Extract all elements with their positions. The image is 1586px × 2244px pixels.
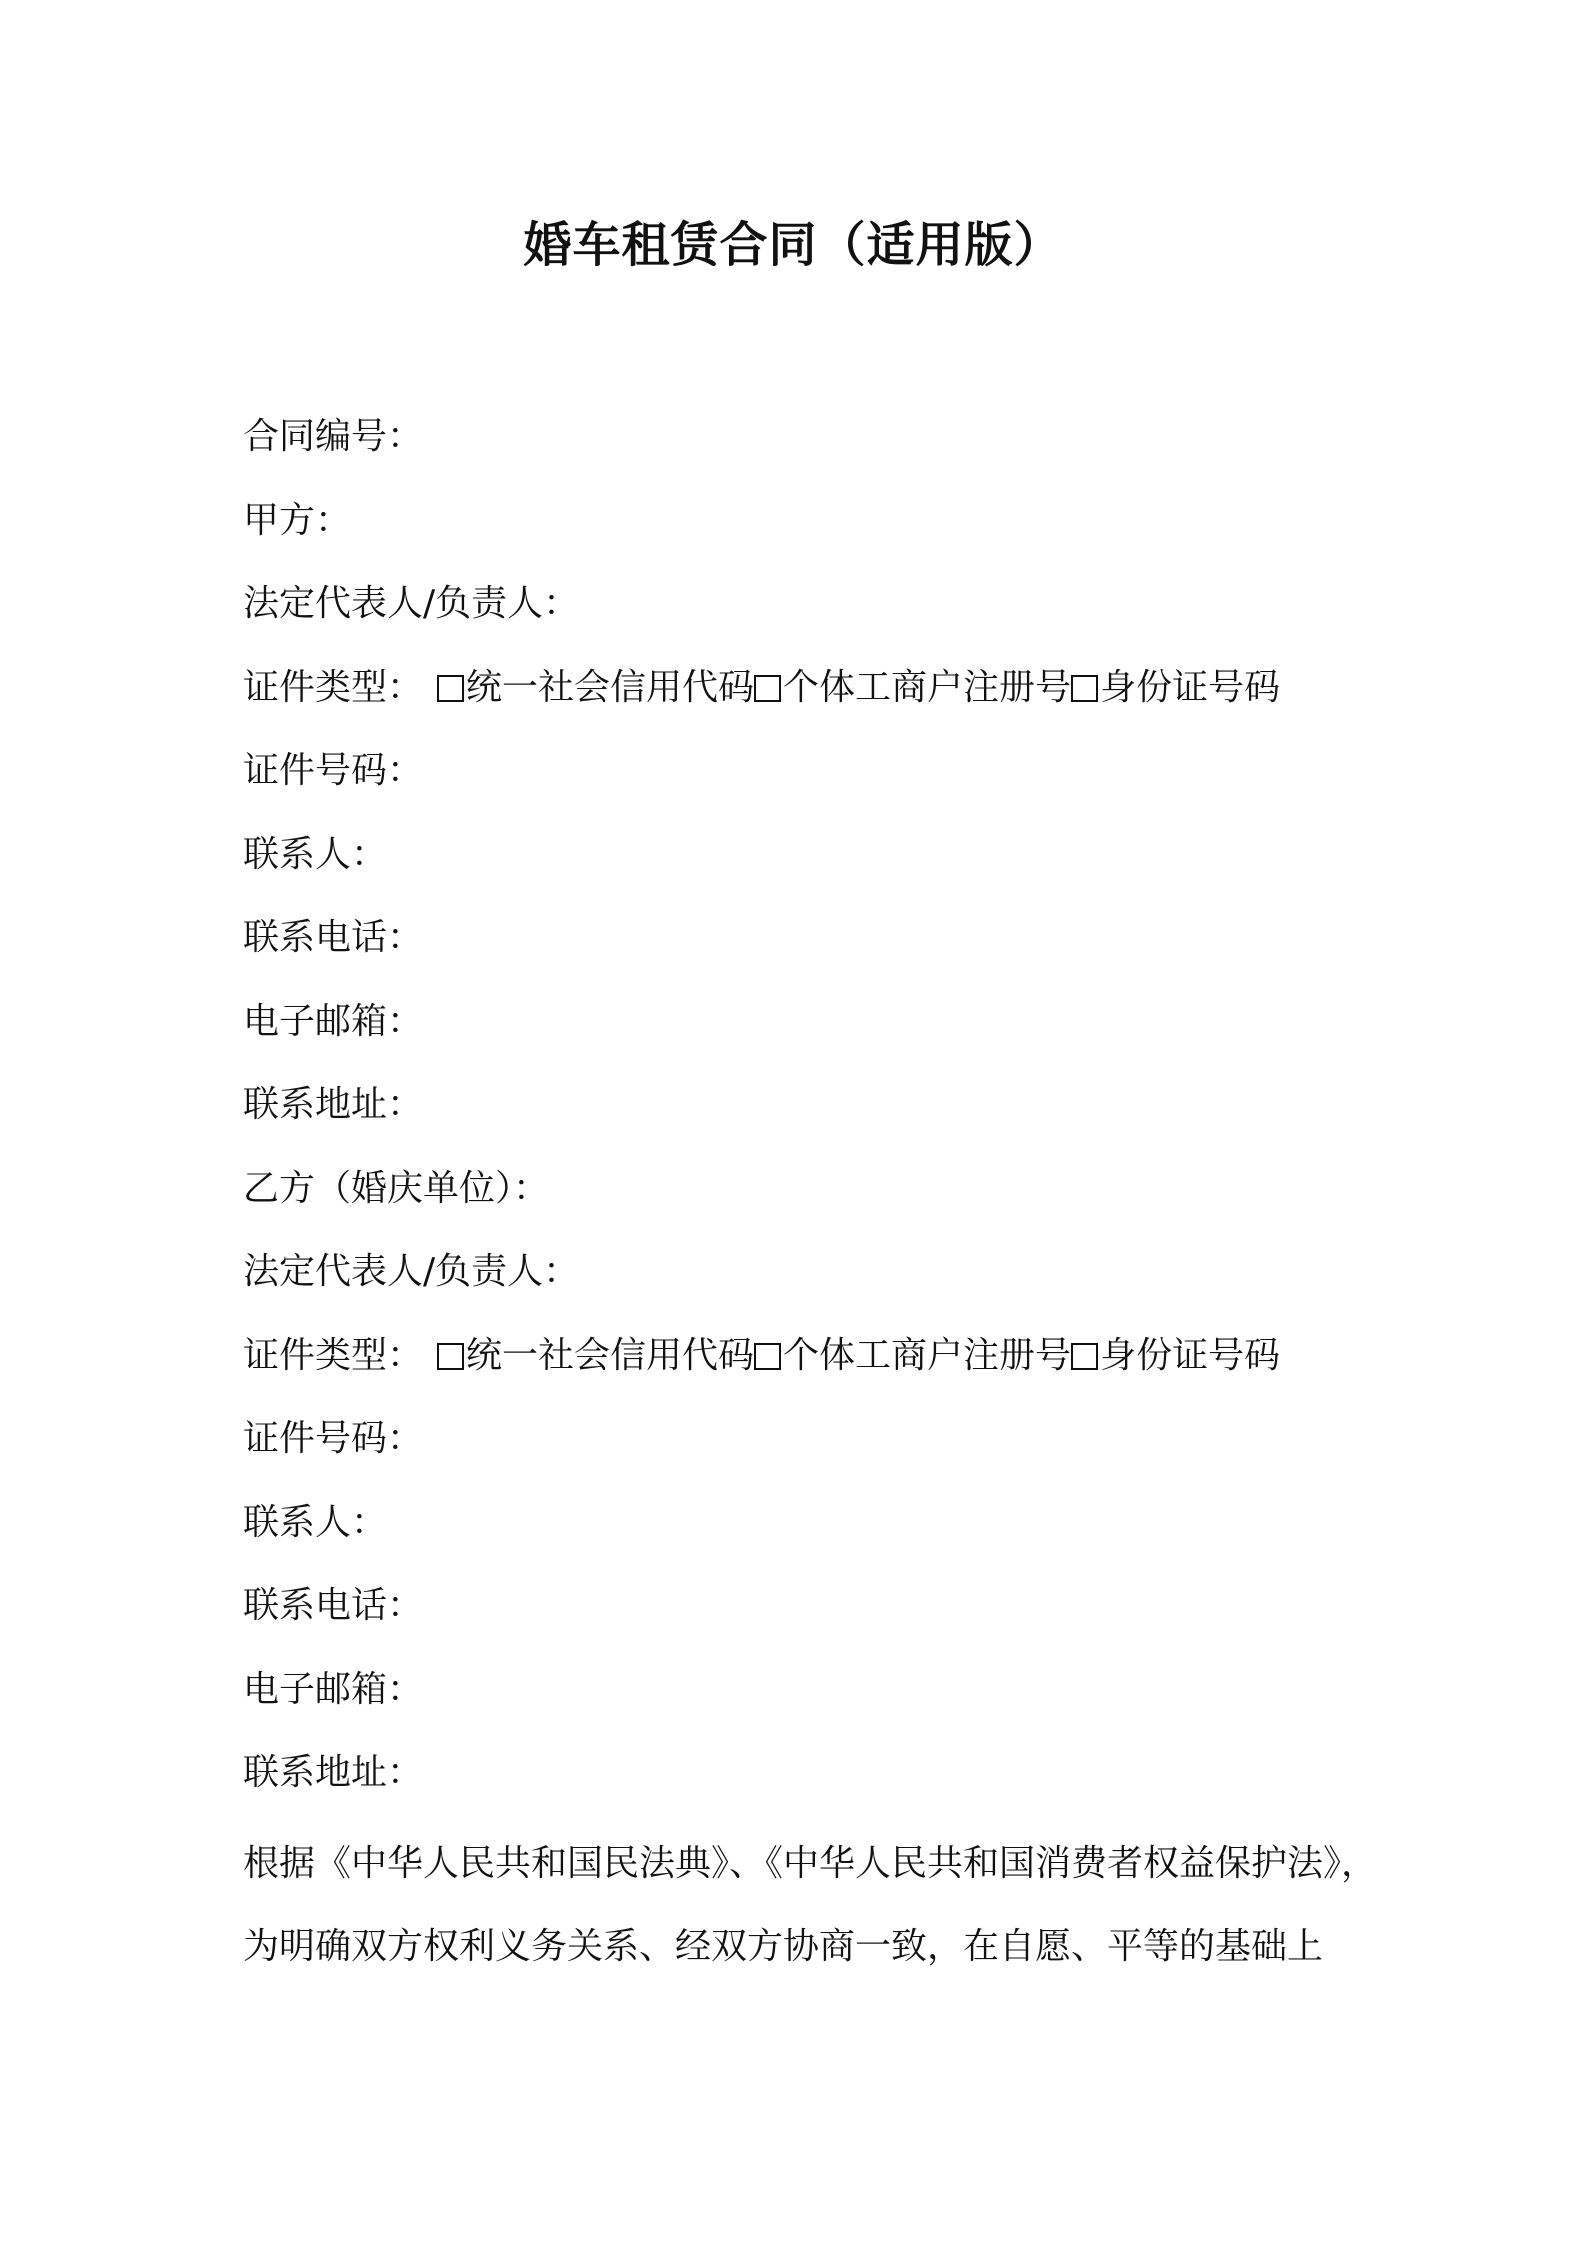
field-party-b-id-number — [243, 1404, 1403, 1488]
field-colon: ： — [351, 1501, 388, 1543]
option-business-registration[interactable] — [754, 1335, 1071, 1376]
field-party-a-legal-representative — [243, 569, 1403, 653]
checkbox-icon[interactable] — [437, 675, 464, 702]
field-label: 合同编号 — [243, 416, 388, 457]
field-party-b-phone — [243, 1571, 1403, 1655]
field-colon: ： — [387, 1585, 424, 1626]
field-colon: ： — [387, 1418, 424, 1459]
contract-fields — [243, 402, 1403, 1989]
field-party-a-contact — [243, 820, 1403, 904]
field-colon: ： — [387, 1752, 424, 1793]
field-colon: ： — [513, 1167, 550, 1209]
field-colon: ： — [315, 499, 352, 541]
field-contract-number — [243, 402, 1403, 486]
field-party-b-id-type — [243, 1321, 1403, 1405]
field-label: 甲方 — [243, 499, 316, 541]
field-label: 联系人 — [243, 833, 352, 875]
field-label: 法定代表人/负责人 — [243, 1251, 544, 1292]
field-colon: ： — [351, 833, 388, 875]
field-label: 证件类型 — [243, 666, 388, 708]
option-credit-code[interactable] — [437, 1335, 754, 1376]
field-party-a-email — [243, 987, 1403, 1071]
option-label: 统一社会信用代码 — [466, 666, 755, 708]
option-id-card[interactable] — [1071, 1335, 1280, 1376]
field-label: 联系电话 — [243, 1585, 388, 1626]
preamble-line: 为明确双方权利义务关系、经双方协商一致，在自愿、平等的基础上 — [243, 1926, 1324, 1967]
field-colon: ： — [387, 1000, 424, 1042]
preamble — [243, 1822, 1403, 1989]
field-label: 证件号码 — [243, 1418, 388, 1459]
checkbox-icon[interactable] — [754, 1343, 781, 1370]
option-id-card[interactable] — [1071, 667, 1280, 708]
field-colon: ： — [543, 1251, 580, 1292]
checkbox-icon[interactable] — [437, 1343, 464, 1370]
field-label: 证件类型 — [243, 1334, 388, 1376]
field-party-a-address — [243, 1070, 1403, 1154]
field-label: 电子邮箱 — [243, 1000, 388, 1042]
field-label: 证件号码 — [243, 750, 388, 791]
option-business-registration[interactable] — [754, 667, 1071, 708]
id-type-options — [437, 667, 1280, 708]
field-colon: ： — [543, 583, 580, 624]
field-label: 联系地址 — [243, 1752, 388, 1793]
field-party-a-id-type — [243, 653, 1403, 737]
field-label: 电子邮箱 — [243, 1668, 388, 1710]
option-label: 身份证号码 — [1100, 1334, 1281, 1376]
checkbox-icon[interactable] — [1071, 675, 1098, 702]
option-label: 身份证号码 — [1100, 666, 1281, 708]
preamble-line: 根据《中华人民共和国民法典》、《中华人民共和国消费者权益保护法》， — [243, 1842, 1378, 1884]
field-colon: ： — [387, 1668, 424, 1710]
field-colon: ： — [387, 750, 424, 791]
id-type-options — [437, 1335, 1280, 1376]
field-colon: ： — [387, 1334, 424, 1376]
option-label: 统一社会信用代码 — [466, 1334, 755, 1376]
field-party-b — [243, 1154, 1403, 1238]
field-label: 联系电话 — [243, 917, 388, 958]
option-credit-code[interactable] — [437, 667, 754, 708]
checkbox-icon[interactable] — [1071, 1343, 1098, 1370]
field-colon: ： — [387, 416, 424, 457]
field-party-a-phone — [243, 903, 1403, 987]
field-party-a — [243, 486, 1403, 570]
option-label: 个体工商户注册号 — [783, 666, 1072, 708]
field-label: 联系地址 — [243, 1084, 388, 1125]
field-party-b-contact — [243, 1488, 1403, 1572]
document-title: 婚车租赁合同（适用版） — [523, 217, 1063, 273]
field-colon: ： — [387, 1084, 424, 1125]
field-colon: ： — [387, 917, 424, 958]
field-party-b-address — [243, 1738, 1403, 1822]
field-party-a-id-number — [243, 736, 1403, 820]
field-party-b-email — [243, 1655, 1403, 1739]
checkbox-icon[interactable] — [754, 675, 781, 702]
field-label: 乙方（婚庆单位） — [243, 1167, 514, 1209]
field-label: 联系人 — [243, 1501, 352, 1543]
field-label: 法定代表人/负责人 — [243, 583, 544, 624]
field-party-b-legal-representative — [243, 1237, 1403, 1321]
field-colon: ： — [387, 666, 424, 708]
option-label: 个体工商户注册号 — [783, 1334, 1072, 1376]
